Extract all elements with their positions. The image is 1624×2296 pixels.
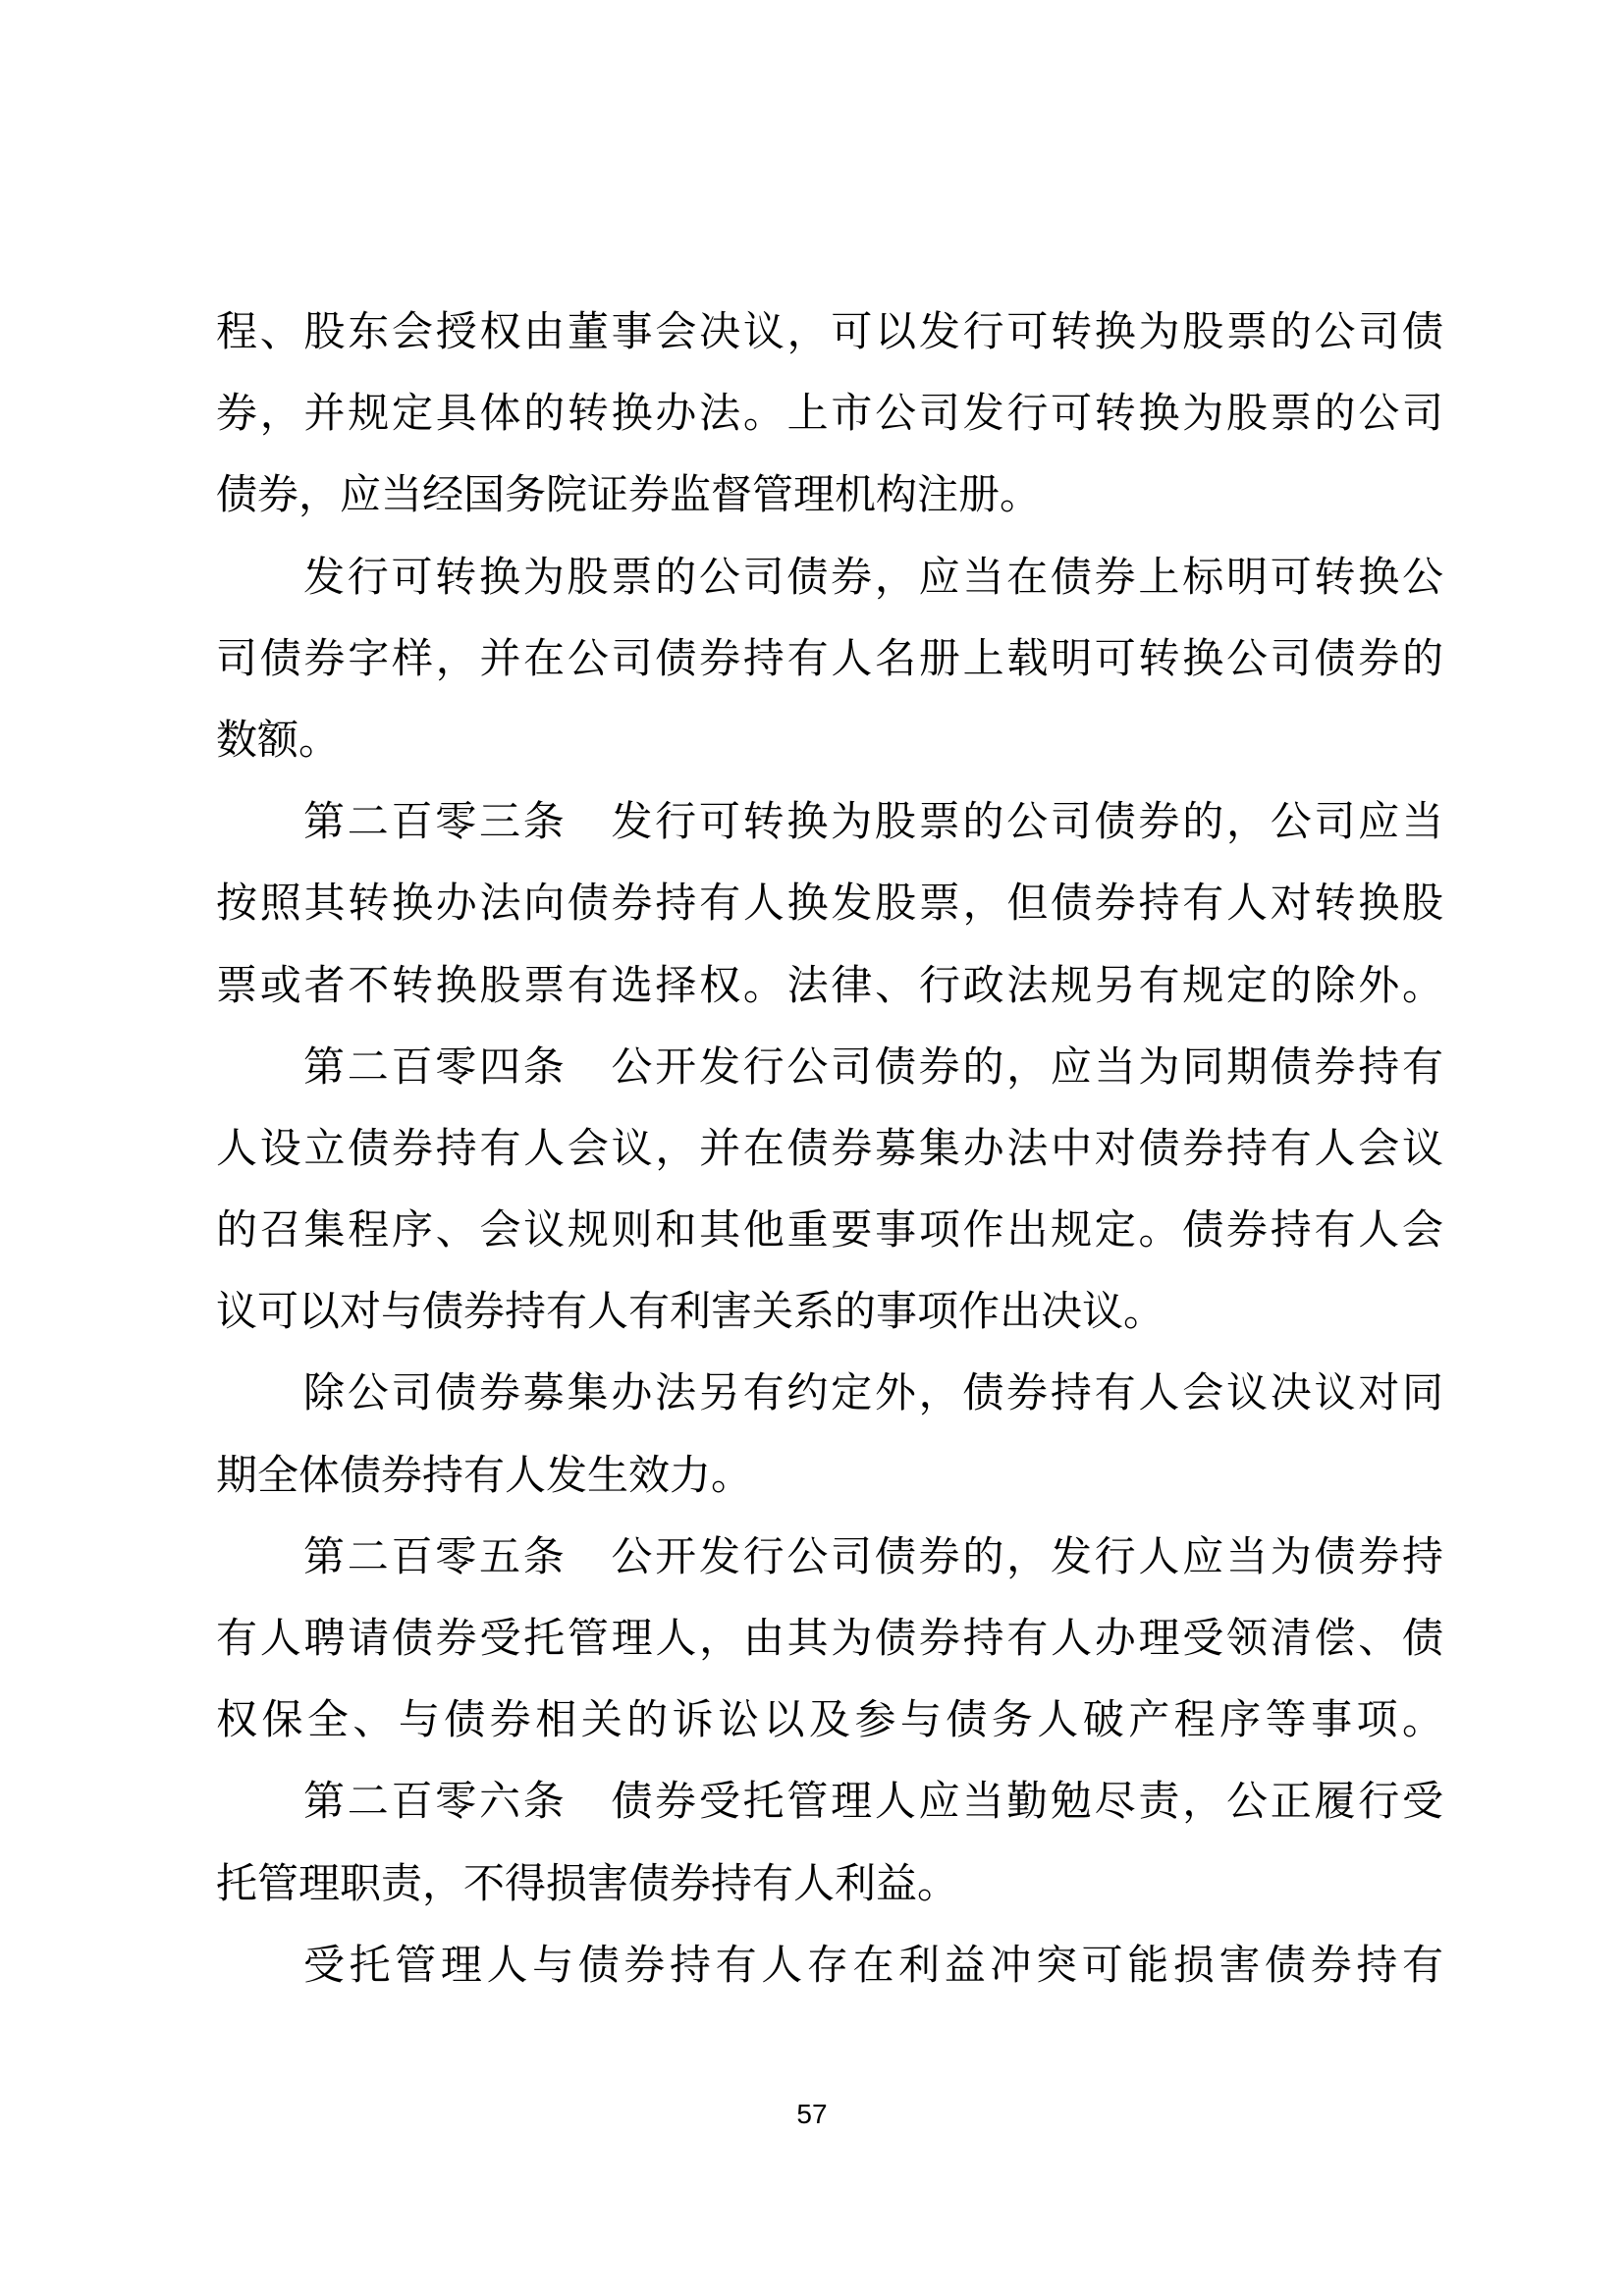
text-line: 有人聘请债券受托管理人，由其为债券持有人办理受领清偿、债 [216,1617,1443,1662]
text-line: 的召集程序、会议规则和其他重要事项作出规定。债券持有人会 [216,1208,1443,1255]
text-line: 托管理职责，不得损害债券持有人利益。 [216,1861,959,1907]
text-line: 议可以对与债券持有人有利害关系的事项作出决议。 [216,1290,1165,1336]
page-number: 57 [796,2099,828,2129]
text-line: 债券，应当经国务院证券监督管理机构注册。 [216,473,1042,519]
text-line: 期全体债券持有人发生效力。 [216,1453,753,1499]
body-text [216,293,1443,2007]
text-line: 除公司债券募集办法另有约定外，债券持有人会议决议对同 [303,1371,1443,1417]
text-line: 券，并规定具体的转换办法。上市公司发行可转换为股票的公司 [216,392,1443,438]
text-line: 受托管理人与债券持有人存在利益冲突可能损害债券持有 [303,1943,1443,1989]
text-line: 第二百零五条 公开发行公司债券的，发行人应当为债券持 [303,1534,1443,1580]
text-line: 第二百零六条 债券受托管理人应当勤勉尽责，公正履行受 [303,1780,1443,1826]
text-line: 第二百零三条 发行可转换为股票的公司债券的，公司应当 [303,800,1443,846]
text-line: 人设立债券持有人会议，并在债券募集办法中对债券持有人会议 [216,1126,1443,1172]
text-line: 按照其转换办法向债券持有人换发股票，但债券持有人对转换股 [216,881,1443,928]
text-line: 第二百零四条 公开发行公司债券的，应当为同期债券持有 [303,1044,1443,1091]
text-line: 票或者不转换股票有选择权。法律、行政法规另有规定的除外。 [216,963,1443,1009]
text-line: 数额。 [216,718,341,764]
text-line: 程、股东会授权由董事会决议，可以发行可转换为股票的公司债 [216,310,1443,355]
text-line: 权保全、与债券相关的诉讼以及参与债务人破产程序等事项。 [216,1698,1443,1744]
text-line: 发行可转换为股票的公司债券，应当在债券上标明可转换公 [303,555,1443,601]
text-line: 司债券字样，并在公司债券持有人名册上载明可转换公司债券的 [216,636,1443,682]
